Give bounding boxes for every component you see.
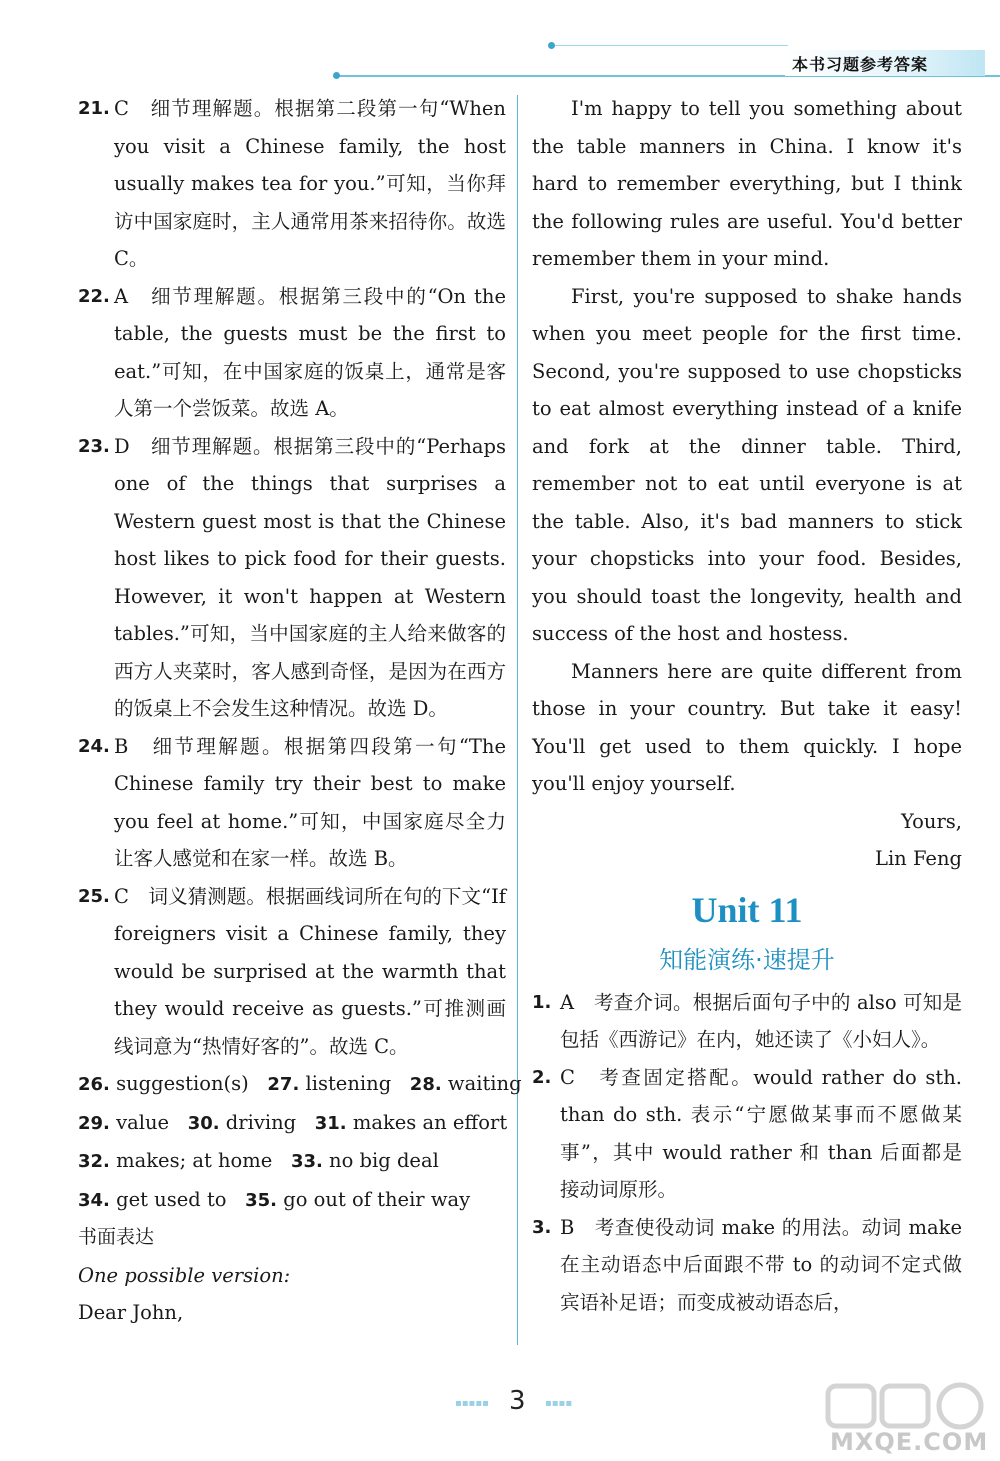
- fill-in-answers: [78, 1065, 522, 1219]
- answer-text: C 词义猜测题。根据画线词所在句的下文“If foreigners visit a Chinese family, they would be surprised at the warmth that they would receive as guests.”可推测画线词意为“热情好客的”。故选 C。: [114, 884, 506, 1058]
- header-rule-dot: [333, 72, 340, 79]
- answer-item: [78, 878, 506, 1066]
- answer-item: [78, 728, 506, 878]
- question-number: 25.: [78, 885, 110, 907]
- fill-answer-text: value: [116, 1110, 170, 1134]
- letter-greeting: Dear John,: [78, 1301, 184, 1324]
- question-number: 29.: [78, 1112, 110, 1134]
- unit-answer-item: [532, 1209, 962, 1322]
- header-decor-dot: [548, 42, 555, 49]
- question-number: 26.: [78, 1074, 110, 1095]
- question-number: 22.: [78, 285, 110, 307]
- fill-answer-row: [78, 1065, 522, 1104]
- watermark-text: MXQE.COM: [830, 1428, 989, 1456]
- question-number: 1.: [532, 991, 552, 1013]
- question-number: 28.: [409, 1074, 442, 1095]
- fill-answer-text: makes an effort: [352, 1110, 508, 1134]
- header-title: 本书习题参考答案: [792, 55, 929, 74]
- question-number: 35.: [245, 1189, 278, 1211]
- answer-item: [78, 428, 506, 728]
- fill-answer-text: listening: [305, 1072, 392, 1095]
- unit-answer-item: [532, 1059, 962, 1209]
- letter-closing: Yours,: [900, 809, 962, 833]
- unit-title: Unit 11: [691, 889, 803, 930]
- fill-answer-text: waiting: [447, 1072, 522, 1095]
- question-number: 27.: [267, 1074, 300, 1095]
- letter-paragraph-2: First, you're supposed to shake hands when you meet people for the first time. Second, you're supposed to use chopsticks to eat almost everything instead of a knife and fork at the dinner table. Third, remember not to eat until everyone is at the table. Also, it's bad manners to stick your chopsticks into your food. Besides, you should toast the longevity, health and success of the host and hostess.: [532, 284, 962, 645]
- column-divider: [517, 95, 518, 1345]
- fill-answer-text: driving: [225, 1110, 297, 1134]
- answer-text: B 考查使役动词 make 的用法。动词 make 在主动语态中后面跟不带 to 的动词不定式做宾语补足语；而变成被动语态后，: [560, 1215, 962, 1314]
- question-number: 30.: [187, 1112, 220, 1134]
- fill-answer-text: go out of their way: [283, 1187, 471, 1211]
- left-column: [78, 90, 522, 1332]
- question-number: 2.: [532, 1066, 552, 1088]
- answer-text: A 细节理解题。根据第三段中的“On the table, the guests must be the first to eat.”可知，在中国家庭的饭桌上，通常是客人第一个尝饭菜。故选 A。: [114, 284, 506, 420]
- writing-heading: 书面表达: [78, 1226, 155, 1248]
- writing-version-label: One possible version:: [78, 1263, 291, 1287]
- fill-answer-row: [78, 1104, 506, 1143]
- footer-decoration-left: ▪▪▪▪▪: [455, 1398, 489, 1409]
- answer-list-left: [78, 90, 506, 1065]
- letter-signature: Lin Feng: [875, 847, 962, 870]
- fill-answer-text: no big deal: [329, 1149, 439, 1172]
- header-decor-line-upper: [548, 45, 788, 46]
- question-number: 21.: [78, 98, 110, 119]
- fill-answer-text: makes; at home: [116, 1149, 273, 1172]
- question-number: 32.: [78, 1151, 110, 1172]
- answer-item: [78, 90, 506, 278]
- fill-answer-row: [78, 1181, 506, 1220]
- right-column: [532, 90, 962, 1321]
- unit-subtitle: 知能演练·速提升: [659, 945, 835, 974]
- answer-text: D 细节理解题。根据第三段中的“Perhaps one of the things that surprises a Western guest most is that the Chinese host likes to pick food for their guests. However, it won't happen at Western tables.”可知，当中国家庭的主人给来做客的西方人夹菜时，客人感到奇怪，是因为在西方的饭桌上不会发生这种情况。故选 D。: [114, 434, 506, 720]
- letter-paragraph-3: Manners here are quite different from those in your country. But take it easy! You'll get used to them quickly. I hope you'll enjoy yourself.: [532, 659, 962, 795]
- question-number: 3.: [532, 1216, 552, 1238]
- answer-text: B 细节理解题。根据第四段第一句“The Chinese family try their best to make you feel at home.”可知，中国家庭尽全力让客人感觉和在家一样。故选 B。: [114, 734, 506, 870]
- question-number: 34.: [78, 1189, 110, 1211]
- question-number: 24.: [78, 735, 110, 757]
- fill-answer-row: [78, 1142, 506, 1181]
- footer-decoration-right: ▪▪▪▪: [545, 1398, 573, 1409]
- question-number: 23.: [78, 435, 110, 457]
- answer-text: C 细节理解题。根据第二段第一句“When you visit a Chinese family, the host usually makes tea for you.”可知，当你拜访中国家庭时，主人通常用茶来招待你。故选 C。: [114, 97, 506, 270]
- answer-text: C 考查固定搭配。would rather do sth. than do sth. 表示“宁愿做某事而不愿做某事”，其中 would rather 和 than 后面都是接动词原形。: [560, 1065, 962, 1201]
- answer-list-right: [532, 984, 962, 1322]
- answer-text: A 考查介词。根据后面句子中的 also 可知是包括《西游记》在内，她还读了《小妇人》。: [560, 990, 962, 1051]
- question-number: 31.: [314, 1112, 347, 1134]
- letter-paragraph-1: I'm happy to tell you something about the table manners in China. I know it's hard to remember everything, but I think the following rules are useful. You'd better remember them in your mind.: [532, 97, 962, 270]
- answer-item: [78, 278, 506, 428]
- question-number: 33.: [290, 1151, 323, 1172]
- fill-answer-text: get used to: [116, 1187, 227, 1211]
- page-number: 3: [509, 1386, 526, 1416]
- fill-answer-text: suggestion(s): [116, 1072, 249, 1095]
- unit-answer-item: [532, 984, 962, 1059]
